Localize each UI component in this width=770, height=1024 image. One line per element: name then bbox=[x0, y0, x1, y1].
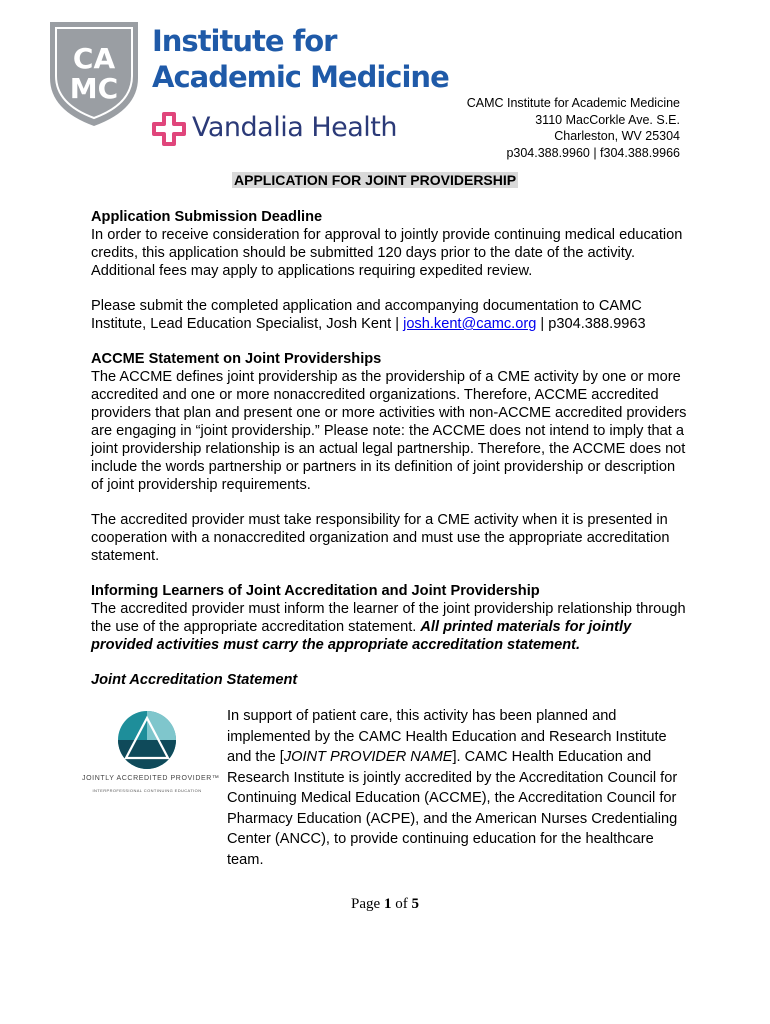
total-pages: 5 bbox=[411, 896, 419, 912]
address-line: p304.388.9960 | f304.388.9966 bbox=[506, 145, 680, 160]
address-line: 3110 MacCorkle Ave. S.E. bbox=[535, 112, 680, 127]
ja-heading-block bbox=[91, 671, 691, 689]
camc-shield-logo bbox=[44, 18, 144, 128]
ja-text-after: ]. CAMC Health Education and Research Institute is jointly accredited by the Accreditation Council for Continuing Medical Education (ACCME), the Accreditation Council for Pharmacy Education (ACPE), and the American Nurses Credentialing Center (ANCC), to provide continuing education for the healthcare team. bbox=[227, 749, 678, 868]
address-line: Charleston, WV 25304 bbox=[554, 129, 680, 143]
logo-line-1: Institute for bbox=[152, 24, 337, 58]
institute-address bbox=[467, 95, 680, 161]
informing-paragraph bbox=[91, 600, 691, 654]
ja-statement bbox=[227, 706, 682, 870]
page-footer bbox=[0, 896, 770, 913]
contact-email-link[interactable]: josh.kent@camc.org bbox=[403, 316, 537, 332]
responsibility-text: The accredited provider must take responsibility for a CME activity when it is presented in cooperation with a nonaccredited organization and must use the appropriate accreditation statement. bbox=[91, 512, 670, 564]
deadline-section bbox=[91, 208, 691, 280]
ja-text-before: In support of patient care, this activity has been planned and implemented by the CAMC Health Education and Research Institute and the [ bbox=[227, 708, 667, 765]
submit-text: Please submit the completed application and accompanying documentation to CAMC Institute, Lead Education Specialist, Josh Kent | bbox=[91, 298, 642, 332]
accme-section bbox=[91, 350, 691, 494]
informing-text: The accredited provider must inform the learner of the joint providership relationship through the use of the appropriate accreditation statement. bbox=[91, 601, 686, 635]
document-title: APPLICATION FOR JOINT PROVIDERSHIP bbox=[234, 172, 517, 188]
current-page: 1 bbox=[383, 896, 392, 912]
svg-text:CA: CA bbox=[72, 42, 116, 75]
informing-emphasis: All printed materials for jointly provided activities must carry the appropriate accreditation statement. bbox=[91, 619, 632, 653]
logo-block bbox=[44, 18, 449, 148]
accme-text: The ACCME defines joint providership as the providership of a CME activity by one or more accredited and one or more nonaccredited organizations. Therefore, ACCME accredited providers that plan and present one or more activities with non-ACCME accredited providers are engaging in “joint providership.” Please note: the ACCME does not intend to imply that a joint providership relationship is an actual legal partnership. Therefore, the ACCME does not include the words partnership or partners in its definition of joint providership or description of joint providership requirements. bbox=[91, 369, 687, 493]
ja-logo-caption: JOINTLY ACCREDITED PROVIDER™ bbox=[82, 775, 220, 782]
accme-heading: ACCME Statement on Joint Providerships bbox=[91, 351, 382, 367]
informing-section bbox=[91, 582, 691, 654]
svg-text:MC: MC bbox=[69, 72, 119, 105]
address-line: CAMC Institute for Academic Medicine bbox=[466, 96, 680, 110]
vandalia-cross-icon bbox=[152, 112, 186, 146]
submit-phone: | p304.388.9963 bbox=[536, 316, 646, 332]
submit-section bbox=[91, 297, 691, 333]
of-word: of bbox=[391, 896, 412, 912]
submit-paragraph bbox=[91, 297, 691, 333]
vandalia-brand-name: Vandalia Health bbox=[192, 112, 398, 143]
ja-logo-subcaption: INTERPROFESSIONAL CONTINUING EDUCATION bbox=[92, 788, 202, 793]
ja-placeholder: JOINT PROVIDER NAME bbox=[283, 749, 453, 765]
logo-line-2: Academic Medicine bbox=[152, 60, 449, 94]
responsibility-section bbox=[91, 511, 691, 565]
informing-heading: Informing Learners of Joint Accreditation and Joint Providership bbox=[91, 583, 540, 599]
deadline-text: In order to receive consideration for approval to jointly provide continuing medical education credits, this application should be submitted 120 days prior to the date of the activity. Additional fees may apply to applications requiring expedited review. bbox=[91, 227, 683, 279]
ja-heading: Joint Accreditation Statement bbox=[91, 672, 298, 688]
joint-accreditation-logo bbox=[82, 708, 212, 774]
page-word: Page bbox=[351, 896, 384, 912]
deadline-heading: Application Submission Deadline bbox=[91, 209, 323, 225]
